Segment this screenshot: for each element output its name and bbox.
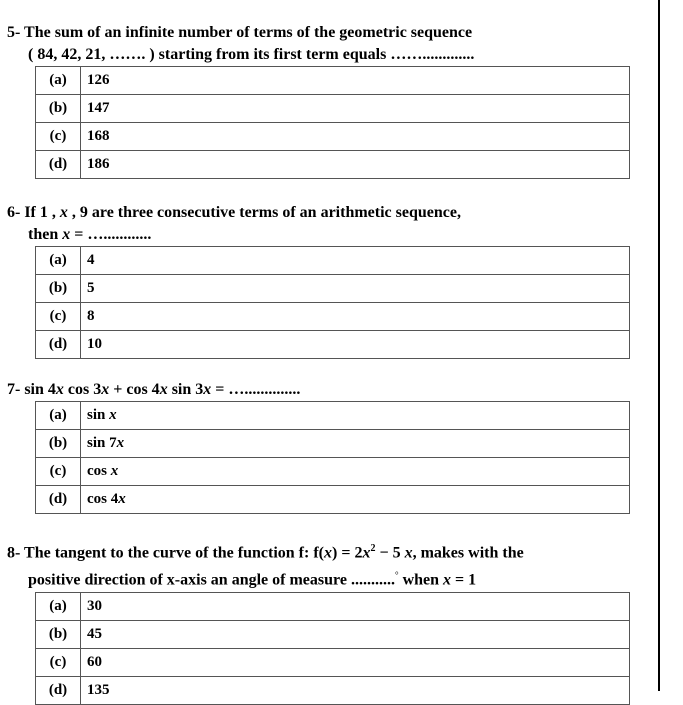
option-label: (c) — [36, 458, 81, 486]
option-value: 135 — [81, 676, 630, 704]
option-label: (b) — [36, 95, 81, 123]
option-row[interactable] — [36, 275, 630, 303]
question-5-options — [35, 66, 630, 179]
option-row[interactable] — [36, 247, 630, 275]
option-label: (a) — [36, 402, 81, 430]
option-row[interactable] — [36, 151, 630, 179]
option-row[interactable] — [36, 123, 630, 151]
option-value: 147 — [81, 95, 630, 123]
option-value: 186 — [81, 151, 630, 179]
option-value: 45 — [81, 620, 630, 648]
option-label: (d) — [36, 486, 81, 514]
question-6 — [7, 202, 647, 359]
option-row[interactable] — [36, 95, 630, 123]
option-label: (a) — [36, 247, 81, 275]
option-row[interactable] — [36, 620, 630, 648]
option-value: 10 — [81, 331, 630, 359]
option-value: 168 — [81, 123, 630, 151]
option-label: (b) — [36, 620, 81, 648]
option-label: (b) — [36, 275, 81, 303]
option-row[interactable] — [36, 67, 630, 95]
option-label: (a) — [36, 67, 81, 95]
question-6-line-2: then x = …............ — [28, 226, 152, 243]
question-5 — [7, 22, 647, 179]
option-label: (b) — [36, 430, 81, 458]
option-value: 8 — [81, 303, 630, 331]
question-8 — [7, 538, 647, 705]
option-label: (a) — [36, 592, 81, 620]
option-row[interactable] — [36, 303, 630, 331]
degree-symbol: ° — [394, 570, 399, 581]
option-row[interactable] — [36, 402, 630, 430]
option-label: (c) — [36, 648, 81, 676]
option-value: sin 7x — [81, 430, 630, 458]
option-row[interactable] — [36, 648, 630, 676]
option-label: (d) — [36, 151, 81, 179]
option-value: sin x — [81, 402, 630, 430]
question-7 — [7, 379, 647, 514]
option-value: 5 — [81, 275, 630, 303]
question-5-line-1: 5- The sum of an infinite number of terms of the geometric sequence — [7, 24, 473, 41]
option-row[interactable] — [36, 592, 630, 620]
question-7-line-1: 7- sin 4x cos 3x + cos 4x sin 3x = ….............. — [7, 381, 301, 398]
option-label: (c) — [36, 123, 81, 151]
option-value: 126 — [81, 67, 630, 95]
question-6-options — [35, 246, 630, 359]
option-value: cos 4x — [81, 486, 630, 514]
option-value: cos x — [81, 458, 630, 486]
option-row[interactable] — [36, 676, 630, 704]
option-label: (d) — [36, 676, 81, 704]
question-5-line-2: ( 84, 42, 21, ……. ) starting from its first term equals ……............. — [28, 46, 475, 63]
option-row[interactable] — [36, 458, 630, 486]
option-value: 4 — [81, 247, 630, 275]
page-margin-line — [658, 0, 660, 691]
option-value: 60 — [81, 648, 630, 676]
question-8-line-1: 8- The tangent to the curve of the function f: $f(x) = 2x^2 - 5$ x, makes with the — [7, 543, 524, 562]
question-8-options — [35, 592, 630, 705]
question-8-line-2: positive direction of x-axis an angle of measure ...........° when x = 1 — [28, 570, 477, 589]
option-value: 30 — [81, 592, 630, 620]
option-label: (c) — [36, 303, 81, 331]
option-row[interactable] — [36, 430, 630, 458]
option-row[interactable] — [36, 331, 630, 359]
option-row[interactable] — [36, 486, 630, 514]
option-label: (d) — [36, 331, 81, 359]
question-6-line-1: 6- If 1 , x , 9 are three consecutive terms of an arithmetic sequence, — [7, 204, 461, 221]
question-7-options — [35, 401, 630, 514]
